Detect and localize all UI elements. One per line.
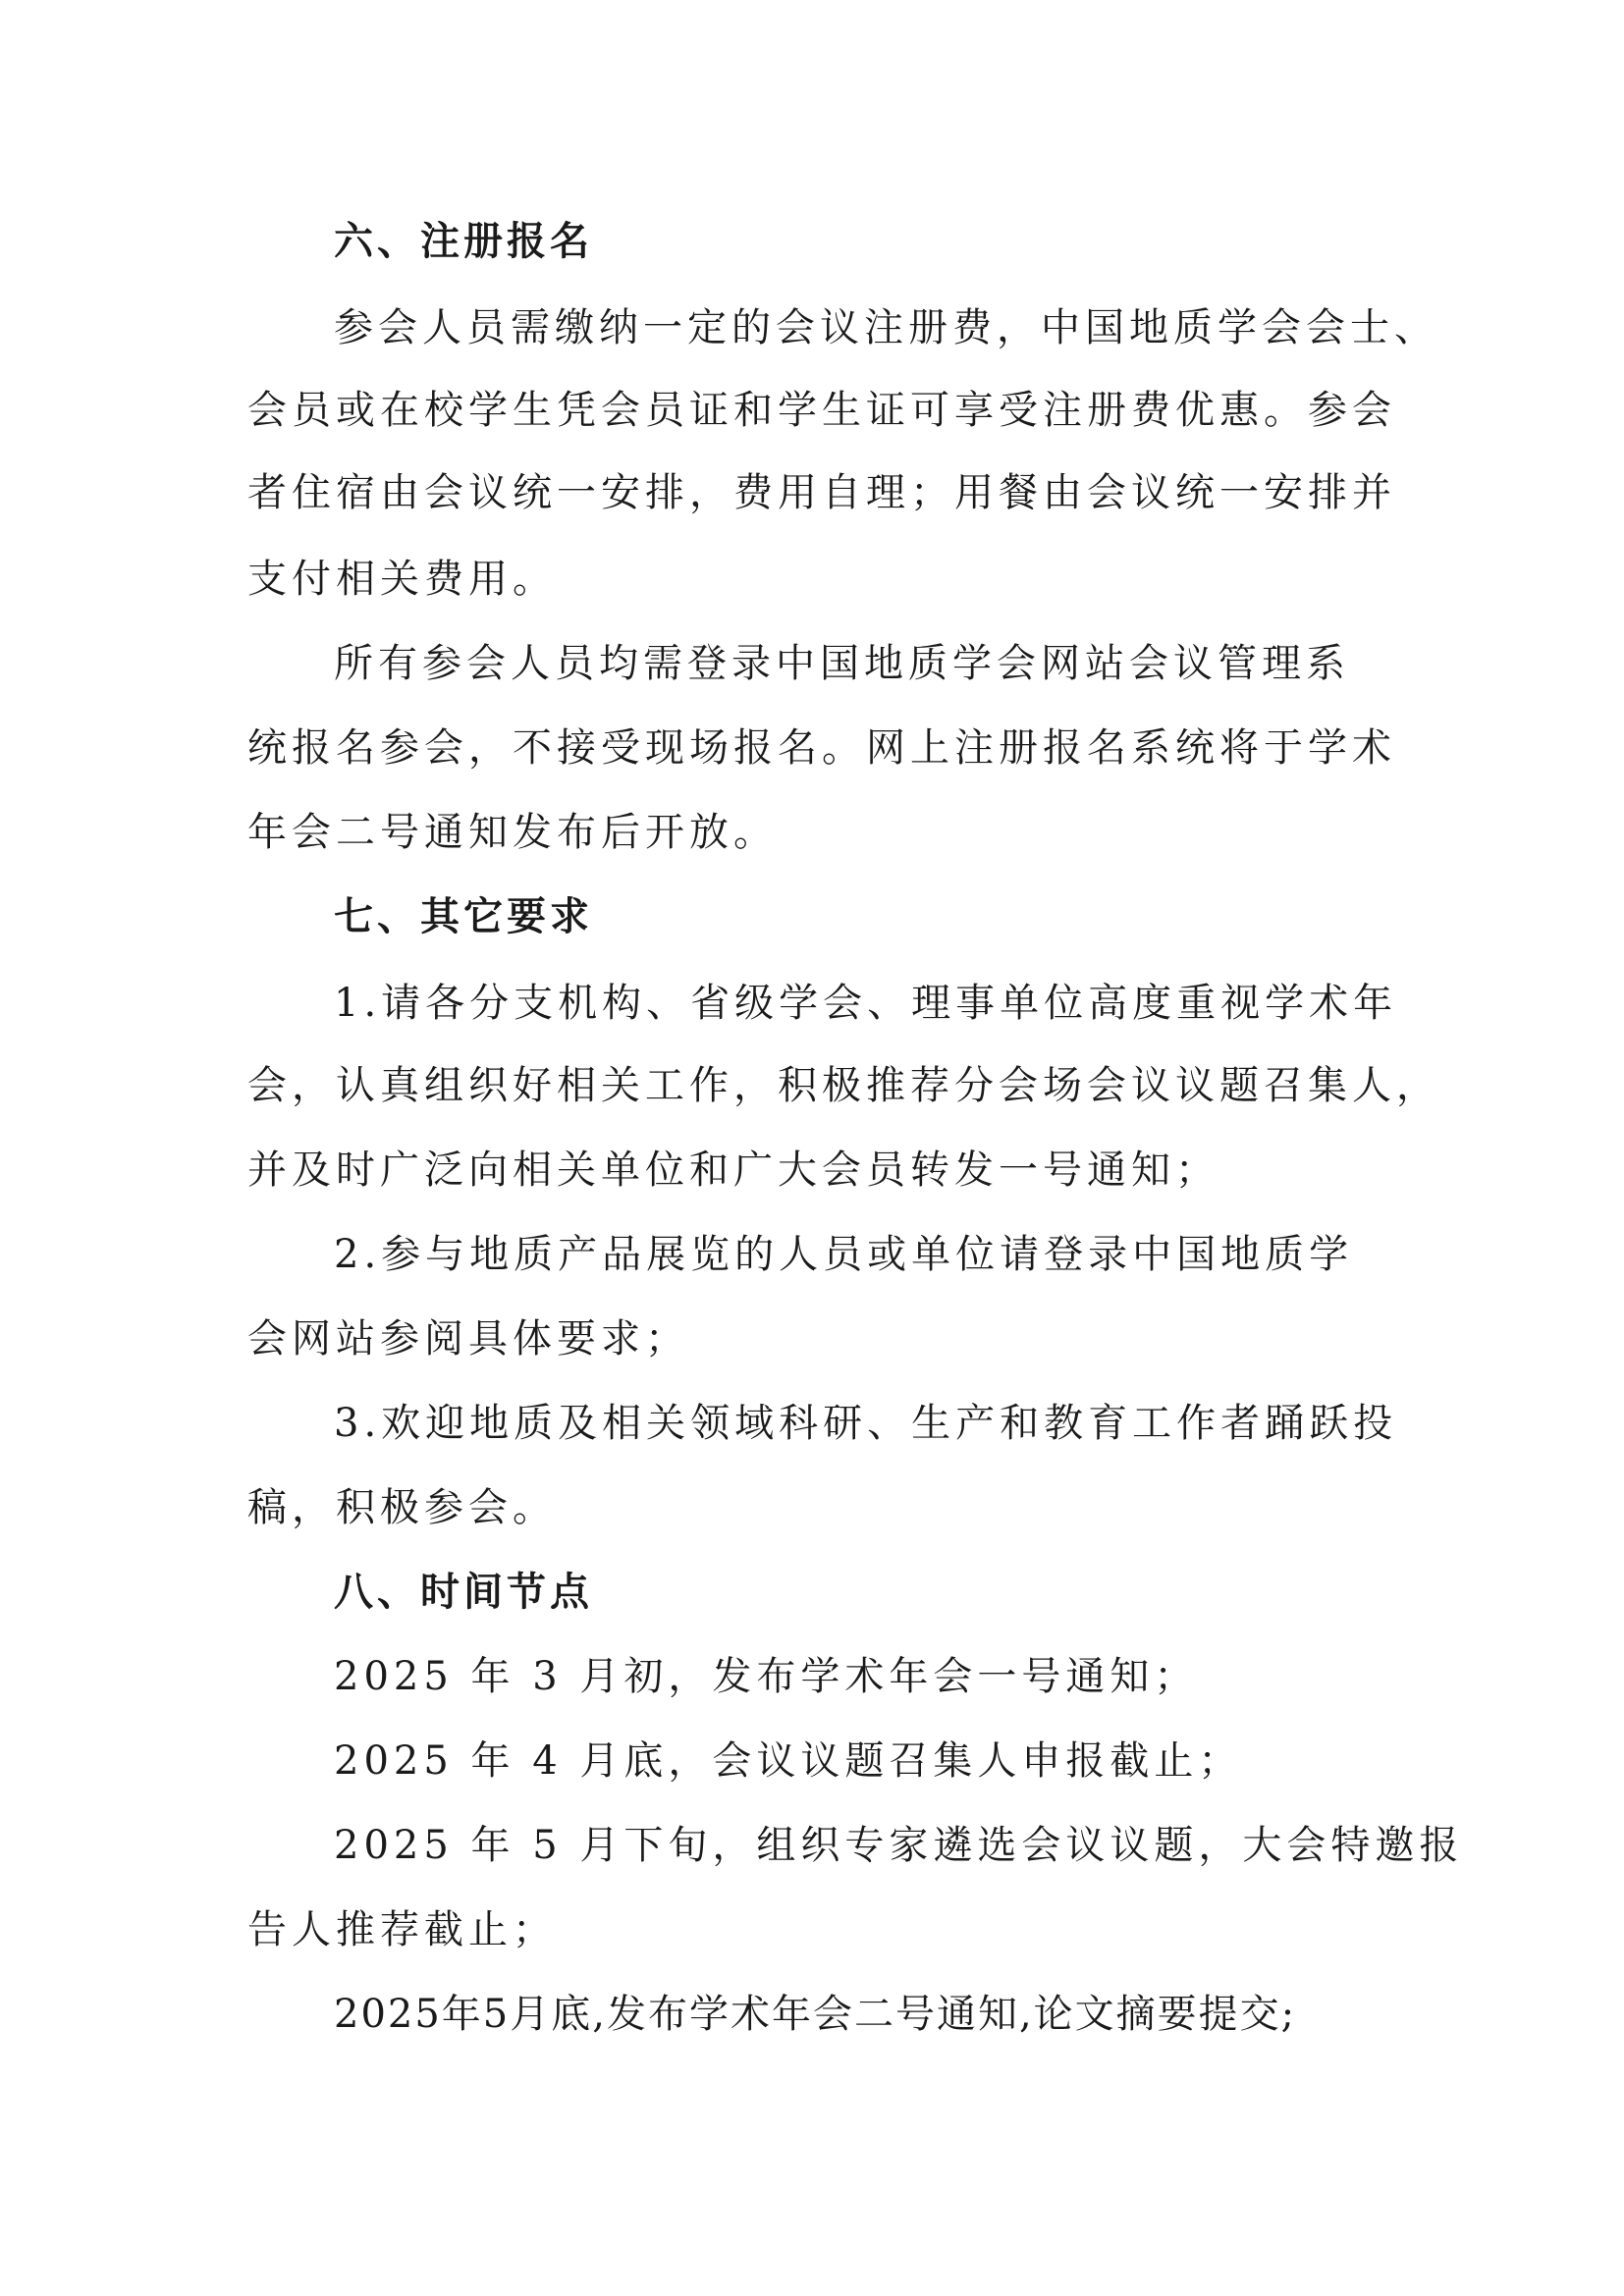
section-heading-registration: 六、注册报名 [334, 219, 593, 264]
paragraph-line: 会员或在校学生凭会员证和学生证可享受注册费优惠。参会 [247, 388, 1396, 433]
list-item-line: 1.请各分支机构、省级学会、理事单位高度重视学术年 [334, 981, 1398, 1026]
paragraph-line: 所有参会人员均需登录中国地质学会网站会议管理系 [334, 641, 1350, 686]
section-heading-other-requirements: 七、其它要求 [334, 894, 593, 939]
timeline-item-line: 2025 年 4 月底，会议议题召集人申报截止； [334, 1738, 1243, 1784]
list-item-line: 会网站参阅具体要求； [247, 1316, 689, 1362]
paragraph-line: 年会二号通知发布后开放。 [247, 810, 778, 855]
timeline-item-line: 2025年5月底,发布学术年会二号通知,论文摘要提交; [334, 1992, 1297, 2037]
paragraph-line: 支付相关费用。 [247, 557, 557, 602]
timeline-item-line: 告人推荐截止； [247, 1907, 557, 1952]
list-item-line: 会，认真组织好相关工作，积极推荐分会场会议议题召集人， [247, 1063, 1440, 1108]
list-item-line: 并及时广泛向相关单位和广大会员转发一号通知； [247, 1148, 1219, 1193]
timeline-item-line: 2025 年 3 月初，发布学术年会一号通知； [334, 1654, 1199, 1699]
list-item-line: 稿，积极参会。 [247, 1485, 557, 1530]
paragraph-line: 者住宿由会议统一安排，费用自理；用餐由会议统一安排并 [247, 470, 1396, 515]
timeline-item-line: 2025 年 5 月下旬，组织专家遴选会议议题，大会特邀报 [334, 1823, 1464, 1868]
paragraph-line: 统报名参会，不接受现场报名。网上注册报名系统将于学术 [247, 725, 1396, 771]
paragraph-line: 参会人员需缴纳一定的会议注册费，中国地质学会会士、 [334, 305, 1438, 350]
list-item-line: 2.参与地质产品展览的人员或单位请登录中国地质学 [334, 1232, 1354, 1277]
section-heading-timeline: 八、时间节点 [334, 1570, 593, 1615]
list-item-line: 3.欢迎地质及相关领域科研、生产和教育工作者踊跃投 [334, 1401, 1398, 1446]
